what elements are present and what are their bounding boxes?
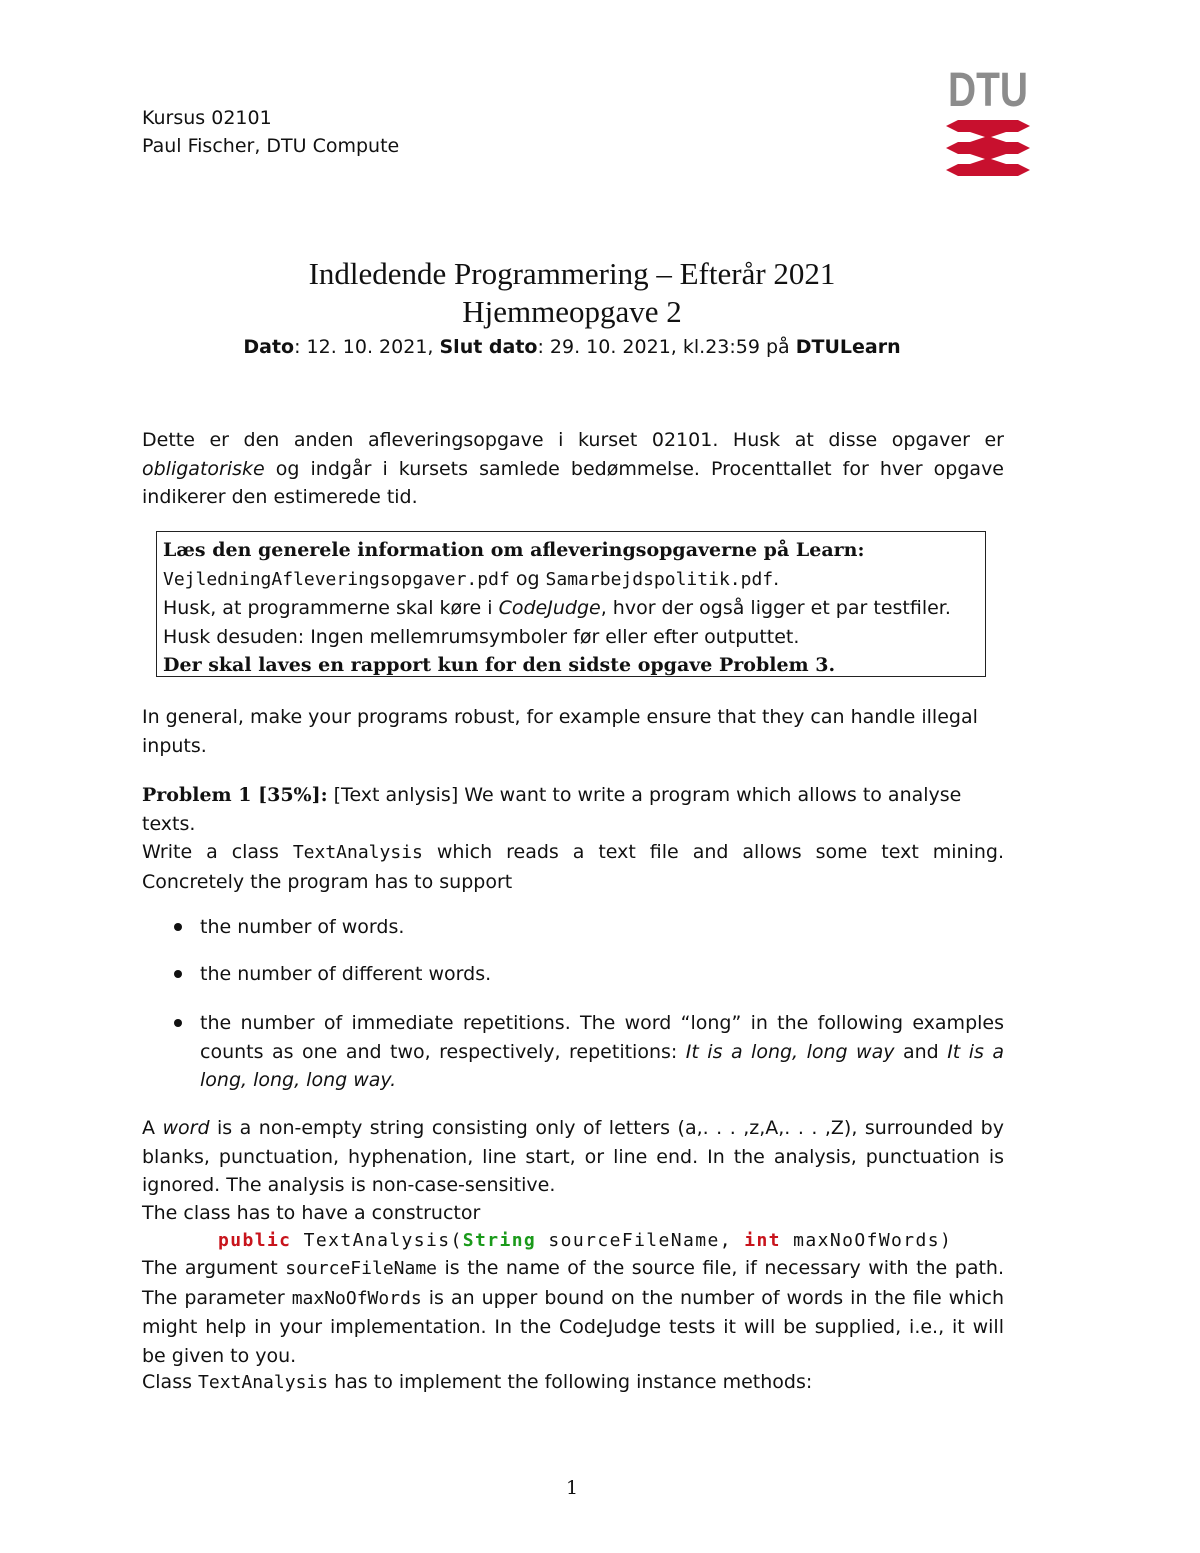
example-2: It is a long, long, long way. xyxy=(200,1040,1005,1091)
args-code-2: maxNoOfWords xyxy=(291,1287,422,1309)
list-item xyxy=(200,1009,1004,1095)
keyword-public: public xyxy=(218,1230,292,1251)
dtu-logo xyxy=(944,64,1032,189)
args-text-3: is an upper bound on the number of words in the file which might help in your implementation. In the CodeJudge tests it will be supplied, i.e., it will be given to you. xyxy=(142,1286,1004,1367)
description-text-2: which reads a text file and allows some text mining. Concretely the program has to support xyxy=(142,841,1004,893)
dates-line xyxy=(0,336,1144,358)
problem-1-heading xyxy=(142,781,1004,838)
bullet-dot xyxy=(174,1019,182,1027)
arguments-description xyxy=(142,1254,1004,1370)
intro-emphasis: obligatoriske xyxy=(142,457,265,480)
info-box-heading: Læs den generele information om afleveringsopgaverne på Learn: xyxy=(163,539,865,561)
title-line-2: Hjemmeopgave 2 xyxy=(462,294,682,329)
description-text-1: Write a class xyxy=(142,841,293,863)
course-code: Kursus 02101 xyxy=(142,107,272,129)
bullet-dot xyxy=(174,923,182,931)
codejudge-name: CodeJudge xyxy=(498,597,601,619)
info-box-codejudge xyxy=(163,594,979,623)
param-max: maxNoOfWords) xyxy=(780,1230,953,1251)
args-text-2: is the name of the source file, if necessary with the path. The parameter xyxy=(142,1257,1004,1309)
codejudge-text-2: , hvor der også ligger et par testfiler. xyxy=(600,597,951,619)
author-line: Paul Fischer, DTU Compute xyxy=(142,135,400,157)
repetition-text: the number of immediate repetitions. The word “long” in the following examples counts as one and two, respectively, repetitions: xyxy=(200,1012,1004,1063)
param-source: sourceFileName, xyxy=(536,1230,745,1251)
info-box-report: Der skal laves en rapport kun for den sidste opgave Problem 3. xyxy=(163,654,836,676)
files-connector: og xyxy=(509,567,546,590)
start-date-value: : 12. 10. 2021, xyxy=(294,336,440,358)
intro-text-1: Dette er den anden afleveringsopgave i kurset 02101. Husk at disse opgaver er xyxy=(142,429,1004,451)
end-date-label: Slut dato xyxy=(439,336,538,358)
intro-paragraph xyxy=(142,426,1004,512)
codejudge-text-1: Husk, at programmerne skal køre i xyxy=(163,597,499,619)
word-def-text: is a non-empty string consisting only of letters (a,. . . ,z,A,. . . ,Z), surrounded by blanks, punctuation, hyphenation, line start, or line end. In the analysis, punctuation is ignored. The analysis is non-case-sensitive. xyxy=(142,1117,1004,1196)
word-definition xyxy=(142,1114,1004,1200)
general-remark: In general, make your programs robust, for example ensure that they can handle illegal inputs. xyxy=(142,706,978,757)
logo-text: DTU xyxy=(948,64,1028,117)
example-1: It is a long, long way xyxy=(685,1040,895,1063)
constructor-code xyxy=(218,1228,952,1254)
end-date-value: : 29. 10. 2021, kl.23:59 på xyxy=(537,336,796,358)
constructor-intro: The class has to have a constructor xyxy=(142,1202,481,1224)
intro-text-2: og indgår i kursets samlede bedømmelse. Procenttallet for hver opgave indikerer den estimerede tid. xyxy=(142,457,1004,508)
problem-1-description xyxy=(142,838,1004,896)
problem-1-text: [Text anlysis] We want to write a program which allows to analyse texts. xyxy=(142,784,962,835)
args-text-1: The argument xyxy=(142,1257,286,1279)
word-def-prefix: A xyxy=(142,1117,163,1139)
class-name: TextAnalysis xyxy=(292,842,423,863)
info-box xyxy=(156,531,986,677)
example-connector: and xyxy=(894,1040,948,1063)
methods-class: TextAnalysis xyxy=(198,1372,329,1393)
logo-stripes xyxy=(946,120,1030,176)
bullet-dot xyxy=(174,970,182,978)
methods-text-2: has to implement the following instance methods: xyxy=(328,1371,813,1393)
page-number: 1 xyxy=(565,1477,579,1499)
file-link-1: VejledningAfleveringsopgaver.pdf xyxy=(163,568,510,590)
file-link-2: Samarbejdspolitik.pdf xyxy=(545,568,774,590)
info-box-whitespace: Husk desuden: Ingen mellemrumsymboler før eller efter outputtet. xyxy=(163,625,800,648)
methods-text-1: Class xyxy=(142,1371,199,1393)
files-period: . xyxy=(773,567,780,590)
title-line-1: Indledende Programmering – Efterår 2021 xyxy=(308,256,836,291)
methods-intro xyxy=(142,1368,1004,1398)
word-term: word xyxy=(162,1117,210,1139)
keyword-int: int xyxy=(744,1230,781,1251)
list-item: the number of different words. xyxy=(200,963,492,985)
args-code-1: sourceFileName xyxy=(285,1258,437,1279)
problem-1-label: Problem 1 [35%]: xyxy=(142,784,328,806)
constructor-name: TextAnalysis( xyxy=(291,1230,463,1251)
info-box-files xyxy=(163,565,979,595)
list-item: the number of words. xyxy=(200,916,405,938)
start-date-label: Dato xyxy=(243,336,295,358)
platform-name: DTULearn xyxy=(795,336,901,358)
type-string: String xyxy=(462,1230,537,1251)
